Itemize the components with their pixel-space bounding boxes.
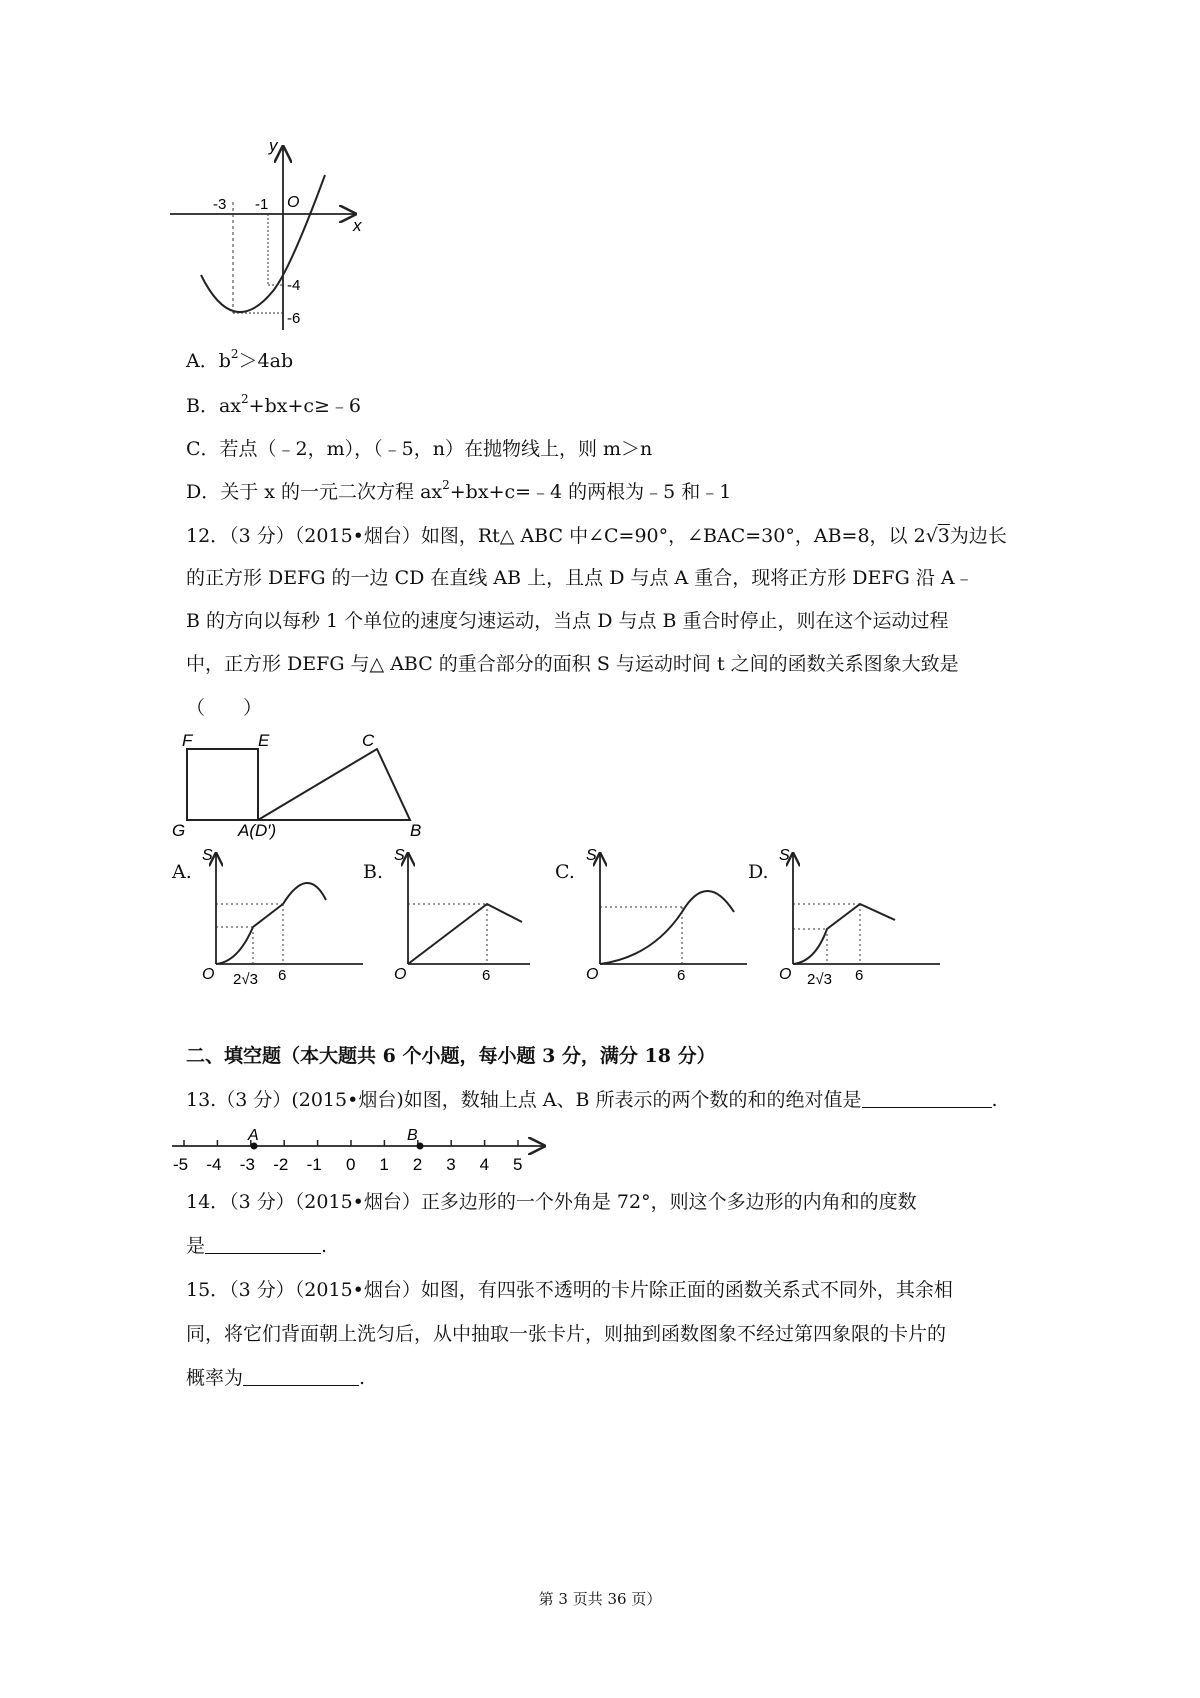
q15-answer-blank[interactable] [243, 1367, 359, 1386]
q15-line-3: 概率为 . [186, 1367, 366, 1389]
q13-text: 13.（3 分）(2015•烟台)如图，数轴上点 A、B 所表示的两个数的和的绝对值是 . [186, 1089, 998, 1111]
number-line-tick-label: 5 [513, 1155, 523, 1174]
q12-option-c-graph [582, 842, 752, 992]
q12-line-2: 的正方形 DEFG 的一边 CD 在直线 AB 上，且点 D 与点 A 重合，现将正方形 DEFG 沿 A﹣ [186, 567, 974, 589]
q12-option-b-label: B. [363, 861, 384, 883]
number-line-tick-label: -2 [273, 1155, 289, 1174]
svg-text:E: E [258, 731, 270, 750]
number-line-tick-label: 1 [379, 1155, 389, 1174]
number-line-tick-label: 4 [479, 1155, 490, 1174]
q12-square-triangle-figure [170, 728, 460, 843]
q12-option-a-graph [198, 842, 368, 992]
svg-text:S: S [586, 847, 597, 864]
sqrt-symbol: √ [925, 525, 938, 547]
number-line [170, 1124, 550, 1176]
number-line-tick-label: 0 [346, 1155, 356, 1174]
x-axis-label: x [353, 216, 362, 235]
svg-text:S: S [394, 847, 405, 864]
q11-option-b: B．$ax^2+bx+c\ge﹣6$ [186, 392, 362, 417]
tick-y-neg4: -4 [287, 277, 301, 294]
q12-option-c-label: C. [555, 861, 575, 883]
q12-line-1: 12．（3 分）（2015•烟台）如图，Rt△ ABC 中∠C=90°，∠BAC=30°，AB=8，以 2√3为边长 [186, 525, 1007, 547]
svg-text:S: S [202, 847, 213, 864]
q15-line-1: 15．（3 分）（2015•烟台）如图，有四张不透明的卡片除正面的函数关系式不同外，其余相 [186, 1279, 953, 1301]
parabola-figure [165, 135, 385, 335]
q12-line-4: 中，正方形 DEFG 与△ ABC 的重合部分的面积 S 与运动时间 t 之间的函数关系图象大致是 [186, 653, 959, 675]
svg-text:2√3: 2√3 [807, 971, 832, 988]
svg-text:B: B [410, 821, 422, 840]
q11-option-d: D．关于 x 的一元二次方程 $ax^2+bx+c=﹣4$ 的两根为﹣5 和﹣1 [186, 478, 732, 503]
number-line-tick-label: -4 [206, 1155, 222, 1174]
svg-text:O: O [586, 966, 599, 983]
q12-option-d-label: D. [748, 861, 769, 883]
point-b-label: B [407, 1127, 418, 1144]
svg-text:A(D′): A(D′) [238, 821, 277, 840]
svg-text:F: F [182, 731, 193, 750]
number-line-tick-label: 3 [446, 1155, 456, 1174]
number-line-tick-label: 2 [412, 1155, 423, 1174]
svg-text:6: 6 [278, 967, 287, 984]
number-line-tick-label: -5 [173, 1155, 189, 1174]
origin-label: O [287, 194, 300, 211]
svg-text:6: 6 [482, 967, 491, 984]
tick-y-neg6: -6 [287, 310, 301, 327]
q15-line-2: 同，将它们背面朝上洗匀后，从中抽取一张卡片，则抽到函数图象不经过第四象限的卡片的 [186, 1323, 947, 1345]
q11-option-c: C．若点（﹣2，m），（﹣5，n）在抛物线上，则 m＞n [186, 438, 653, 460]
q12-line-3: B 的方向以每秒 1 个单位的速度匀速运动，当点 D 与点 B 重合时停止，则在这个运动过程 [186, 610, 949, 632]
square-defg [187, 749, 258, 820]
q12-option-d-graph [775, 842, 945, 992]
q14-line-1: 14．（3 分）（2015•烟台）正多边形的一个外角是 72°，则这个多边形的内角和的度数 [186, 1191, 917, 1213]
q11-option-a: A．$b^2>4ab$ [186, 347, 294, 372]
svg-text:6: 6 [855, 967, 864, 984]
svg-text:S: S [779, 847, 790, 864]
tick-x-neg3: -3 [213, 196, 227, 213]
q14-answer-blank[interactable] [205, 1235, 321, 1254]
q12-option-a-label: A. [172, 861, 192, 883]
svg-text:2√3: 2√3 [233, 971, 258, 988]
svg-text:O: O [394, 966, 407, 983]
section-2-heading: 二、填空题（本大题共 6 个小题，每小题 3 分，满分 18 分） [186, 1045, 716, 1067]
q14-line-2: 是 . [186, 1235, 328, 1257]
q12-line-5: （ ） [186, 697, 263, 719]
svg-text:6: 6 [677, 967, 686, 984]
point-a-label: A [248, 1127, 259, 1144]
y-axis-label: y [269, 136, 278, 155]
svg-text:C: C [362, 731, 375, 750]
number-line-tick-label: -3 [239, 1155, 255, 1174]
svg-text:G: G [172, 821, 186, 840]
svg-text:O: O [779, 966, 792, 983]
q12-option-b-graph [390, 842, 560, 992]
svg-text:O: O [202, 966, 215, 983]
page-footer: 第 3 页共 36 页） [538, 1590, 662, 1608]
number-line-tick-label: -1 [306, 1155, 322, 1174]
tick-x-neg1: -1 [255, 196, 269, 213]
triangle-abc [258, 749, 410, 820]
q13-answer-blank[interactable] [862, 1089, 992, 1108]
